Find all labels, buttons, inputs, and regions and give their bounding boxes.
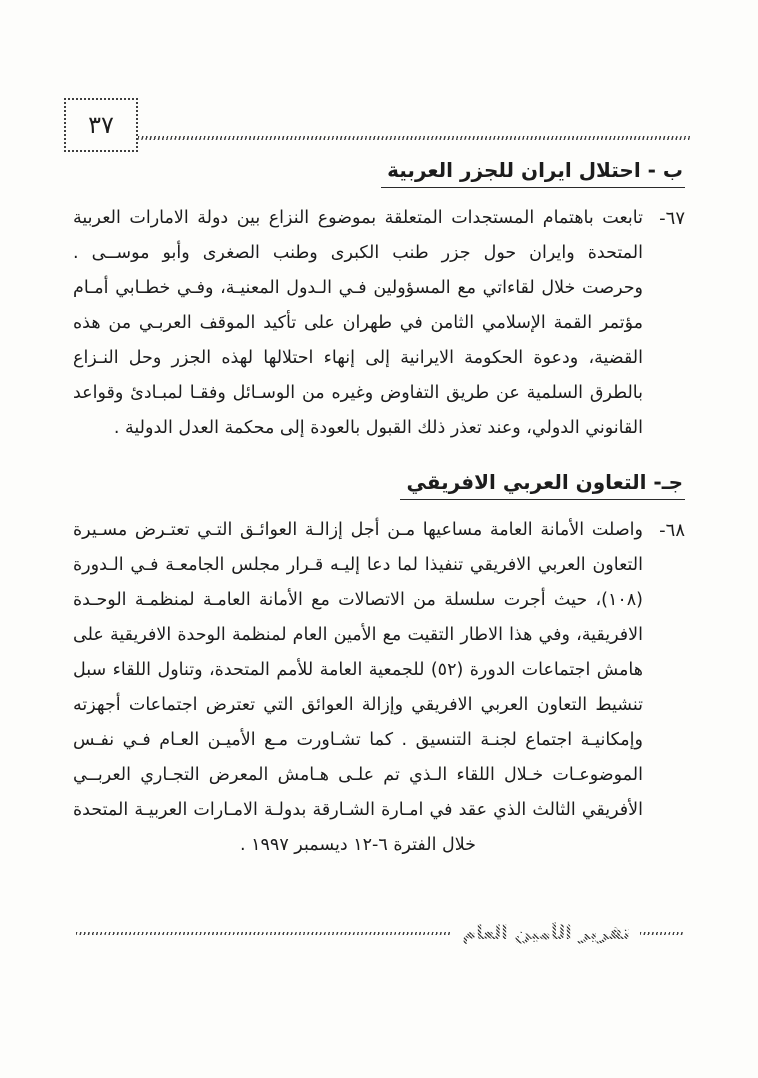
page-content <box>73 158 685 863</box>
text-line: القانوني الدولي، وعند تعذر ذلك القبول بالعودة إلى محكمة العدل الدولية . <box>113 418 643 438</box>
text-line: الموضوعـات خـلال اللقاء الـذي تم علـى هـامش المعرض التجـاري العربــي <box>73 765 643 785</box>
text-line: وحرصت خلال لقاءاتي مع المسؤولين فـي الـدول المعنيـة، وفـي خطـابي أمـام <box>73 278 643 298</box>
text-line: وإمكانيـة اجتماع لجنـة التنسيق . كما تشـاورت مـع الأميـن العـام فـي نفـس <box>73 730 643 750</box>
section-heading-b-text: ب - احتلال ايران للجزر العربية <box>381 158 685 188</box>
paragraph-67 <box>73 201 685 446</box>
page-number-box <box>64 98 138 152</box>
paragraph-67-number: ٦٧- <box>659 208 685 229</box>
text-line: التعاون العربي الافريقي تنفيذا لما دعا إليـه قـرار مجلس الجامعـة فـي الـدورة <box>73 555 643 575</box>
text-line: بالطرق السلمية عن طريق التفاوض وغيره من الوسـائل وفقـا لمبـادئ وقواعد <box>73 383 643 403</box>
text-line: هامش اجتماعات الدورة (٥٢) للجمعية العامة للأمم المتحدة، وتناول اللقاء سبل <box>73 660 643 680</box>
paragraph-68 <box>73 513 685 863</box>
text-line: المتحدة وايران حول جزر طنب الكبرى وطنب الصغرى وأبو موســى . <box>73 243 643 263</box>
page-number: ٣٧ <box>88 111 114 139</box>
section-heading-b <box>73 158 685 188</box>
page-header <box>64 98 692 152</box>
paragraph-68-number: ٦٨- <box>659 520 685 541</box>
text-line: الافريقية، وفي هذا الاطار التقيت مع الأمين العام لمنظمة الوحدة الافريقية على <box>73 625 643 645</box>
header-rule <box>138 136 692 140</box>
text-line: تنشيط التعاون العربي الافريقي وإزالة العوائق التي تعترض اجتماعات أجهزته <box>73 695 643 715</box>
paragraph-67-body <box>73 201 643 446</box>
page-footer <box>76 922 684 944</box>
footer-title: تقرير الأمين العام <box>462 922 630 944</box>
text-line: الأفريقي الثالث الذي عقد في امـارة الشـارقة بدولـة الامـارات العربيـة المتحدة <box>73 800 643 820</box>
text-line: القضية، ودعوة الحكومة الايرانية إلى إنهاء احتلالها لهذه الجزر وحل النـزاع <box>73 348 643 368</box>
footer-rule-short <box>640 932 684 935</box>
paragraph-68-body <box>73 513 643 863</box>
text-line: تابعت باهتمام المستجدات المتعلقة بموضوع النزاع بين دولة الامارات العربية <box>73 208 643 228</box>
text-line: واصلت الأمانة العامة مساعيها مـن أجل إزالـة العوائـق التـي تعتـرض مسـيرة <box>73 520 643 540</box>
section-heading-j <box>73 470 685 500</box>
text-line: مؤتمر القمة الإسلامي الثامن في طهران على تأكيد الموقف العربـي من هذه <box>73 313 643 333</box>
text-line: (١٠٨)، حيث أجرت سلسلة من الاتصالات مع الأمانة العامـة لمنظمـة الوحـدة <box>73 590 643 610</box>
footer-rule-long <box>76 932 452 935</box>
text-line: خلال الفترة ٦-١٢ ديسمبر ١٩٩٧ . <box>239 835 477 855</box>
section-heading-j-text: جـ- التعاون العربي الافريقي <box>400 470 685 500</box>
